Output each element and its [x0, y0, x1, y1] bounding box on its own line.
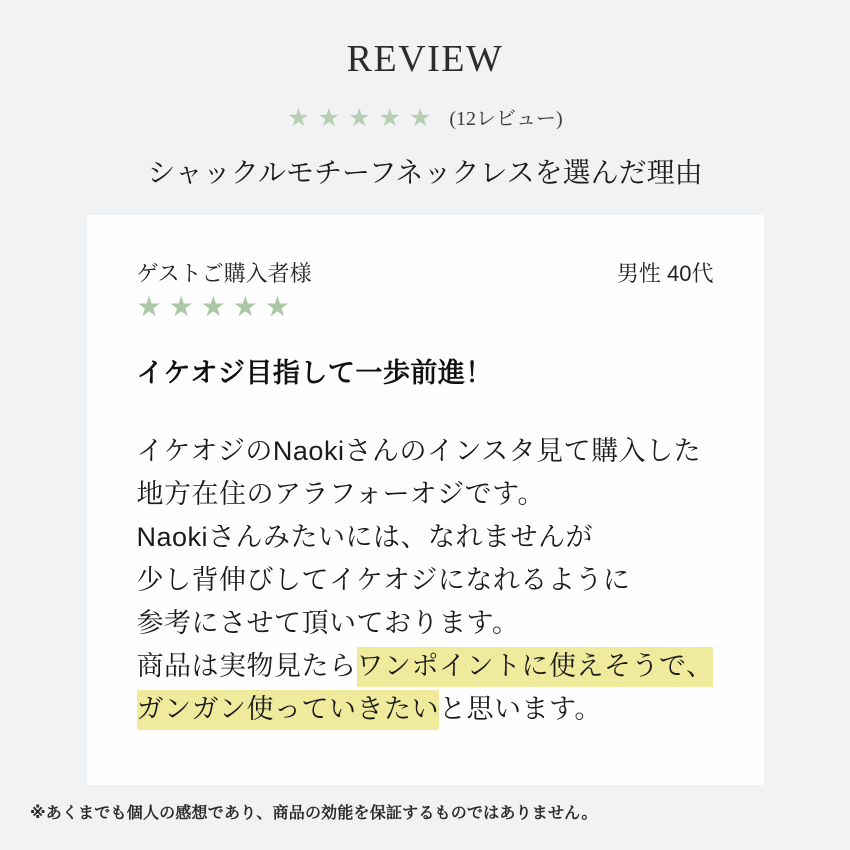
review-card — [87, 215, 764, 785]
body-text: 地方在住のアラフォーオジです。 — [136, 478, 545, 509]
body-text: Naokiさんみたいには、なれませんが — [136, 521, 594, 552]
reviewer-meta-row — [137, 261, 714, 287]
review-title: イケオジ目指して一歩前進！ — [136, 358, 493, 389]
review-count-label: (12レビュー) — [449, 107, 563, 130]
reviewer-name: ゲストご購入者様 — [136, 260, 312, 286]
reviewer-attributes: 男性 40代 — [616, 260, 714, 286]
review-body — [137, 430, 714, 731]
review-body-line — [137, 602, 714, 645]
body-text: と思います。 — [439, 693, 602, 724]
body-text: 少し背伸びしてイケオジになれるように — [136, 564, 631, 595]
star-rating-icons: ★★★★★ — [287, 104, 440, 132]
disclaimer-text: ※あくまでも個人の感想であり、商品の効能を保証するものではありません。 — [30, 805, 598, 822]
review-body-line — [137, 430, 714, 473]
page-heading: シャックルモチーフネックレスを選んだ理由 — [147, 157, 703, 188]
review-body-line — [137, 688, 714, 731]
review-body-line — [137, 559, 714, 602]
body-text: イケオジのNaokiさんのインスタ見て購入した — [136, 435, 702, 466]
overall-rating-row — [0, 106, 850, 131]
body-text: 参考にさせて頂いております。 — [136, 607, 520, 638]
page-title: REVIEW — [346, 38, 504, 80]
review-body-line — [137, 645, 714, 688]
highlighted-text: ガンガン使っていきたい — [137, 690, 440, 730]
review-star-rating-icons: ★★★★★ — [136, 291, 298, 323]
highlighted-text: ワンポイントに使えそうで、 — [357, 647, 714, 687]
review-body-line — [137, 473, 714, 516]
review-body-line — [137, 516, 714, 559]
body-text: 商品は実物見たら — [136, 650, 357, 681]
